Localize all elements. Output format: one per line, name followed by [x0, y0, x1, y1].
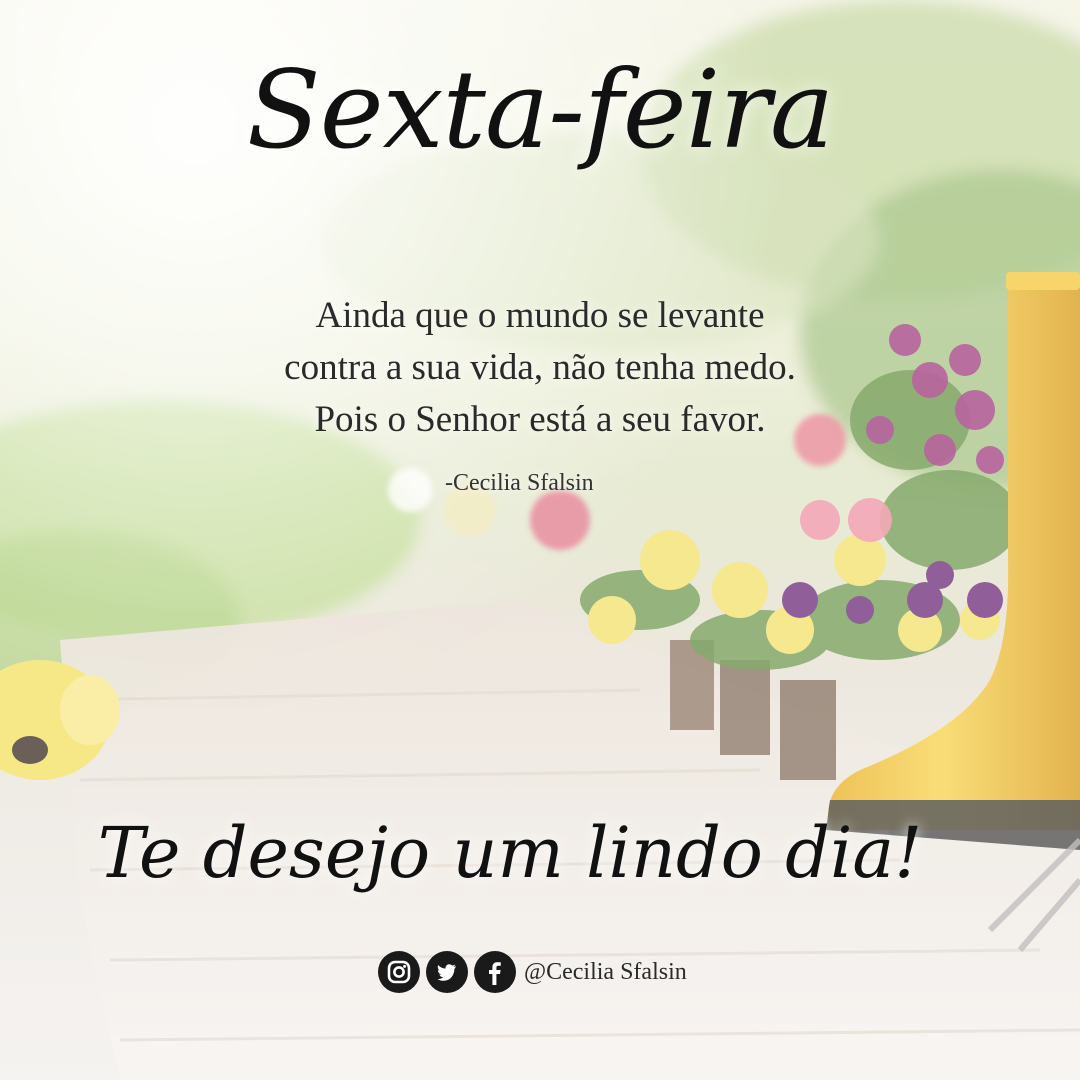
quote-line-3: Pois o Senhor está a seu favor. — [314, 399, 766, 440]
page-title: Sexta-feira — [246, 48, 834, 173]
social-handle[interactable]: @Cecilia Sfalsin — [524, 958, 687, 985]
facebook-icon[interactable] — [474, 951, 516, 993]
twitter-icon[interactable] — [426, 951, 468, 993]
quote-line-1: Ainda que o mundo se levante — [315, 295, 765, 336]
quote — [180, 290, 900, 446]
instagram-icon[interactable] — [378, 951, 420, 993]
quote-author: -Cecilia Sfalsin — [445, 470, 594, 496]
greeting-wish: Te desejo um lindo dia! — [97, 812, 923, 894]
quote-line-2: contra a sua vida, não tenha medo. — [284, 347, 796, 388]
social-bar — [378, 950, 687, 994]
